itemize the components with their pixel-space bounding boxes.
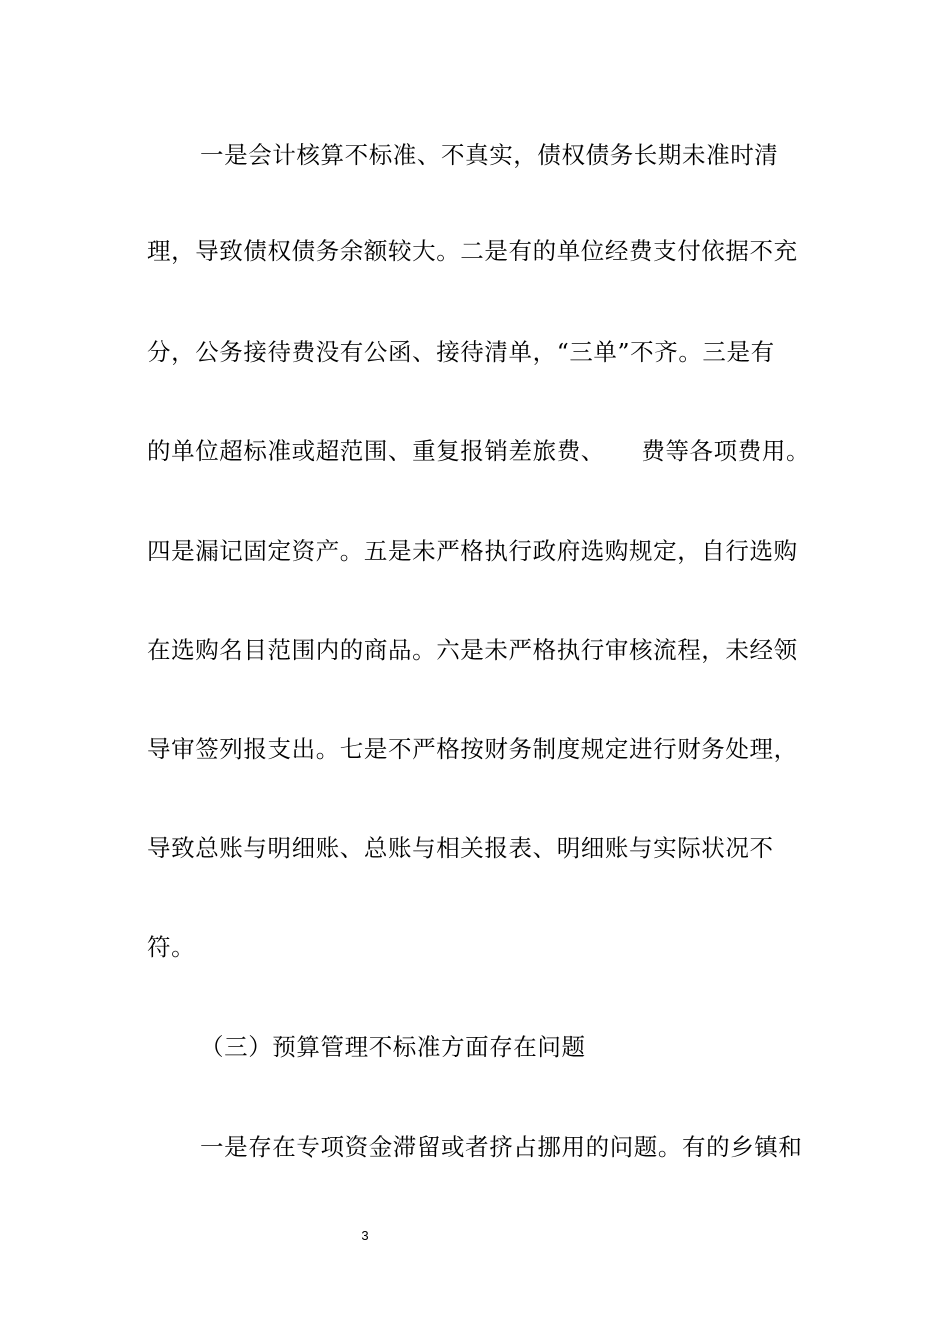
paragraph-line: 导致总账与明细账、总账与相关报表、明细账与实际状况不: [147, 834, 774, 862]
paragraph-line: 导审签列报支出。七是不严格按财务制度规定进行财务处理，: [147, 735, 798, 763]
paragraph-line: 符。: [147, 933, 196, 961]
paragraph-line: 分，公务接待费没有公函、接待清单，“三单”不齐。三是有: [147, 338, 775, 366]
paragraph-line: 在选购名目范围内的商品。六是未严格执行审核流程，未经领: [147, 636, 798, 664]
paragraph-line: 一是存在专项资金滞留或者挤占挪用的问题。有的乡镇和: [200, 1133, 803, 1161]
section-heading: （三）预算管理不标准方面存在问题: [200, 1033, 586, 1061]
page-number: 3: [361, 1228, 369, 1243]
paragraph-line: 理，导致债权债务余额较大。二是有的单位经费支付依据不充: [147, 237, 798, 265]
paragraph-line: 四是漏记固定资产。五是未严格执行政府选购规定，自行选购: [147, 537, 798, 565]
paragraph-line: 的单位超标准或超范围、重复报销差旅费、 费等各项费用。: [147, 437, 811, 465]
paragraph-line: 一是会计核算不标准、不真实，债权债务长期未准时清: [200, 141, 779, 169]
